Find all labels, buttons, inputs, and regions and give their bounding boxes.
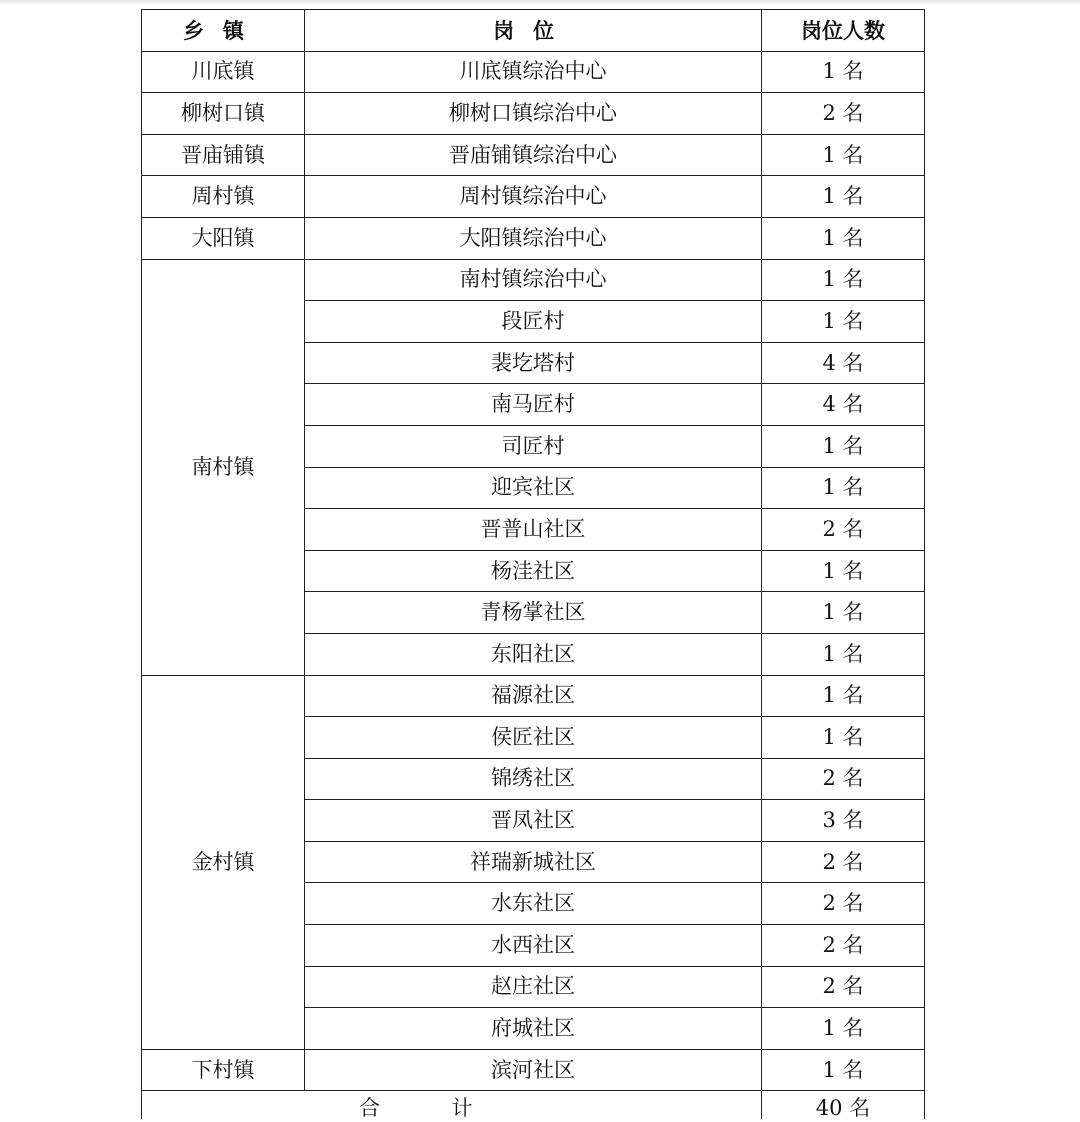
township-cell: 下村镇	[142, 1049, 305, 1091]
header-count: 岗位人数	[762, 10, 925, 52]
post-cell: 滨河社区	[305, 1049, 762, 1091]
table-row	[142, 176, 925, 218]
top-edge-shadow	[0, 0, 1080, 6]
count-cell: 1 名	[762, 633, 925, 675]
post-cell: 祥瑞新城社区	[305, 841, 762, 883]
table-row	[142, 1049, 925, 1091]
count-cell: 2 名	[762, 966, 925, 1008]
post-cell: 川底镇综治中心	[305, 51, 762, 93]
post-cell: 南村镇综治中心	[305, 259, 762, 301]
count-cell: 1 名	[762, 425, 925, 467]
table-body	[142, 51, 925, 1091]
township-cell: 柳树口镇	[142, 93, 305, 135]
post-cell: 晋凤社区	[305, 800, 762, 842]
count-cell: 1 名	[762, 217, 925, 259]
post-cell: 段匠村	[305, 301, 762, 343]
post-cell: 府城社区	[305, 1008, 762, 1050]
count-cell: 4 名	[762, 342, 925, 384]
post-cell: 赵庄社区	[305, 966, 762, 1008]
header-township: 乡镇	[142, 10, 305, 52]
count-cell: 1 名	[762, 134, 925, 176]
post-cell: 大阳镇综治中心	[305, 217, 762, 259]
post-cell: 裴圪塔村	[305, 342, 762, 384]
count-cell: 2 名	[762, 93, 925, 135]
count-cell: 2 名	[762, 841, 925, 883]
count-cell: 2 名	[762, 509, 925, 551]
count-cell: 1 名	[762, 259, 925, 301]
post-cell: 周村镇综治中心	[305, 176, 762, 218]
count-cell: 3 名	[762, 800, 925, 842]
township-cell: 周村镇	[142, 176, 305, 218]
table-row	[142, 134, 925, 176]
count-cell: 1 名	[762, 1008, 925, 1050]
post-cell: 侯匠社区	[305, 717, 762, 759]
post-cell: 司匠村	[305, 425, 762, 467]
count-cell: 1 名	[762, 675, 925, 717]
total-label: 合计	[142, 1091, 762, 1120]
count-cell: 1 名	[762, 550, 925, 592]
post-allocation-table	[141, 9, 925, 1119]
post-cell: 南马匠村	[305, 384, 762, 426]
count-cell: 4 名	[762, 384, 925, 426]
post-cell: 迎宾社区	[305, 467, 762, 509]
table-row	[142, 259, 925, 301]
post-cell: 柳树口镇综治中心	[305, 93, 762, 135]
count-cell: 1 名	[762, 717, 925, 759]
table-row	[142, 675, 925, 717]
township-cell: 川底镇	[142, 51, 305, 93]
post-cell: 东阳社区	[305, 633, 762, 675]
table-row	[142, 51, 925, 93]
count-cell: 1 名	[762, 592, 925, 634]
count-cell: 1 名	[762, 1049, 925, 1091]
table-row	[142, 217, 925, 259]
table-row	[142, 93, 925, 135]
count-cell: 2 名	[762, 883, 925, 925]
township-cell: 金村镇	[142, 675, 305, 1049]
count-cell: 2 名	[762, 758, 925, 800]
header-row	[142, 10, 925, 52]
header-post: 岗位	[305, 10, 762, 52]
post-cell: 水西社区	[305, 925, 762, 967]
count-cell: 1 名	[762, 467, 925, 509]
township-cell: 晋庙铺镇	[142, 134, 305, 176]
post-cell: 水东社区	[305, 883, 762, 925]
post-cell: 青杨掌社区	[305, 592, 762, 634]
post-cell: 晋普山社区	[305, 509, 762, 551]
township-cell: 南村镇	[142, 259, 305, 675]
total-count: 40 名	[762, 1091, 925, 1120]
post-cell: 福源社区	[305, 675, 762, 717]
count-cell: 2 名	[762, 925, 925, 967]
total-row	[142, 1091, 925, 1120]
count-cell: 1 名	[762, 301, 925, 343]
count-cell: 1 名	[762, 176, 925, 218]
post-cell: 晋庙铺镇综治中心	[305, 134, 762, 176]
post-cell: 杨洼社区	[305, 550, 762, 592]
count-cell: 1 名	[762, 51, 925, 93]
township-cell: 大阳镇	[142, 217, 305, 259]
post-cell: 锦绣社区	[305, 758, 762, 800]
